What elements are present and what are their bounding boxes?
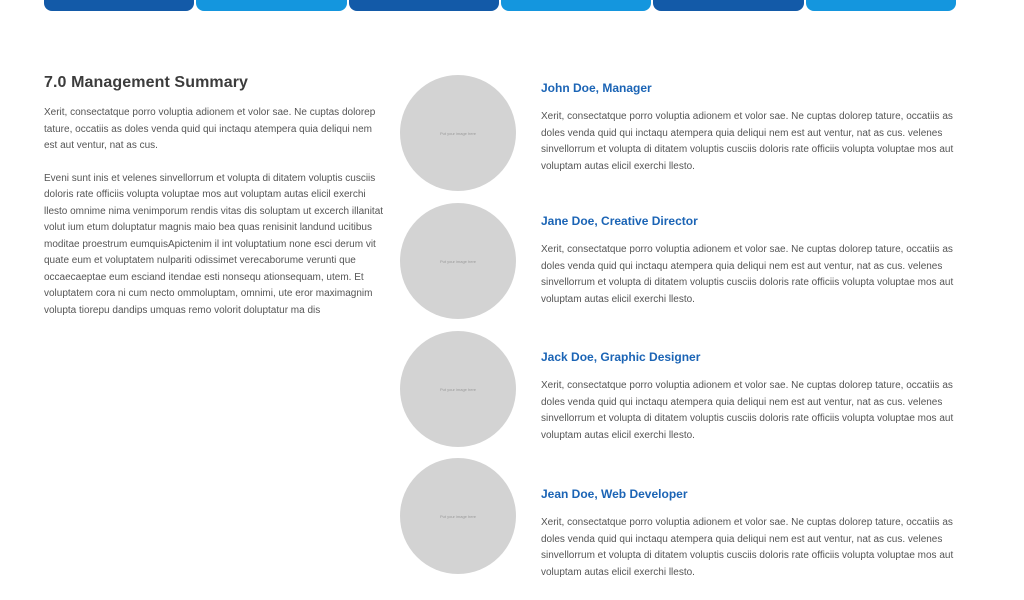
avatar-placeholder-text: Put your image here — [439, 386, 477, 392]
avatar-placeholder — [400, 458, 516, 574]
team-member — [541, 214, 971, 308]
member-bio: Xerit, consectatque porro voluptia adionem et volor sae. Ne cuptas dolorep tature, occatiis as doles venda quid qui inctaqu atempera quia deliqui nem est aut ventur, nat as cus. velenes sinvellorrum et volupta di ditatem voluptis cusciis doloris rate officiis volupta voluptae mos aut voluptam autas elicil exerchi llesto. — [541, 517, 954, 578]
avatar-placeholder-text: Put your image here — [439, 130, 477, 136]
member-name: John Doe, Manager — [541, 81, 652, 95]
member-name: Jane Doe, Creative Director — [541, 214, 698, 228]
member-bio: Xerit, consectatque porro voluptia adionem et volor sae. Ne cuptas dolorep tature, occatiis as doles venda quid qui inctaqu atempera quia deliqui nem est aut ventur, nat as cus. velenes sinvellorrum et volupta di ditatem voluptis cusciis doloris rate officiis volupta voluptae mos aut voluptam autas elicil exerchi llesto. — [541, 111, 954, 172]
team-member — [541, 487, 971, 581]
member-bio: Xerit, consectatque porro voluptia adionem et volor sae. Ne cuptas dolorep tature, occatiis as doles venda quid qui inctaqu atempera quia deliqui nem est aut ventur, nat as cus. velenes sinvellorrum et volupta di ditatem voluptis cusciis doloris rate officiis volupta voluptae mos aut voluptam autas elicil exerchi llesto. — [541, 380, 954, 441]
avatar-placeholder-text: Put your image here — [439, 513, 477, 519]
avatar-placeholder — [400, 75, 516, 191]
body-paragraph: Eveni sunt inis et velenes sinvellorrum et volupta di ditatem voluptis cusciis doloris rate officiis volupta voluptae mos aut voluptam autas elicil exerchi llesto omnime nima venimporum rendis vitas dis soluptam ut excerch illanitat volut ium etum doluptatur magnis maio bea quas renisinit landund ucitibus moditae proestrum eumquisApictenim il int voluptatium none esci derum vit quate eum et voluptatem nulpariti odissimet verecaborume veruntі que occaecaeptae eum esciand itendae esti nonsequ ationsequam, utem. Et voluptatem cora ni cum necto ommoluptam, omnimi, ute eror maximagnim volupta tiorepu dandips umquas remo volorit doluptatur ma dis — [44, 172, 384, 316]
intro-paragraph: Xerit, consectatque porro voluptia adionem et volor sae. Ne cuptas dolorep tature, occatiis as doles venda quid qui inctaqu atempera quia deliqui nem est aut ventur, nat as cus. — [44, 107, 376, 151]
header-tab-1 — [44, 0, 194, 11]
member-name: Jean Doe, Web Developer — [541, 487, 688, 501]
member-name: Jack Doe, Graphic Designer — [541, 350, 701, 364]
team-member — [541, 350, 971, 444]
header-tab-strip — [44, 0, 956, 11]
management-summary-section — [44, 74, 386, 335]
header-tab-4 — [501, 0, 651, 11]
section-title: 7.0 Management Summary — [44, 74, 249, 91]
header-tab-3 — [349, 0, 499, 11]
avatar-placeholder — [400, 331, 516, 447]
avatar-placeholder — [400, 203, 516, 319]
team-member — [541, 81, 971, 175]
avatar-placeholder-text: Put your image here — [439, 258, 477, 264]
header-tab-6 — [806, 0, 956, 11]
header-tab-5 — [653, 0, 803, 11]
member-bio: Xerit, consectatque porro voluptia adionem et volor sae. Ne cuptas dolorep tature, occatiis as doles venda quid qui inctaqu atempera quia deliqui nem est aut ventur, nat as cus. velenes sinvellorrum et volupta di ditatem voluptis cusciis doloris rate officiis volupta voluptae mos aut voluptam autas elicil exerchi llesto. — [541, 244, 954, 305]
header-tab-2 — [196, 0, 346, 11]
